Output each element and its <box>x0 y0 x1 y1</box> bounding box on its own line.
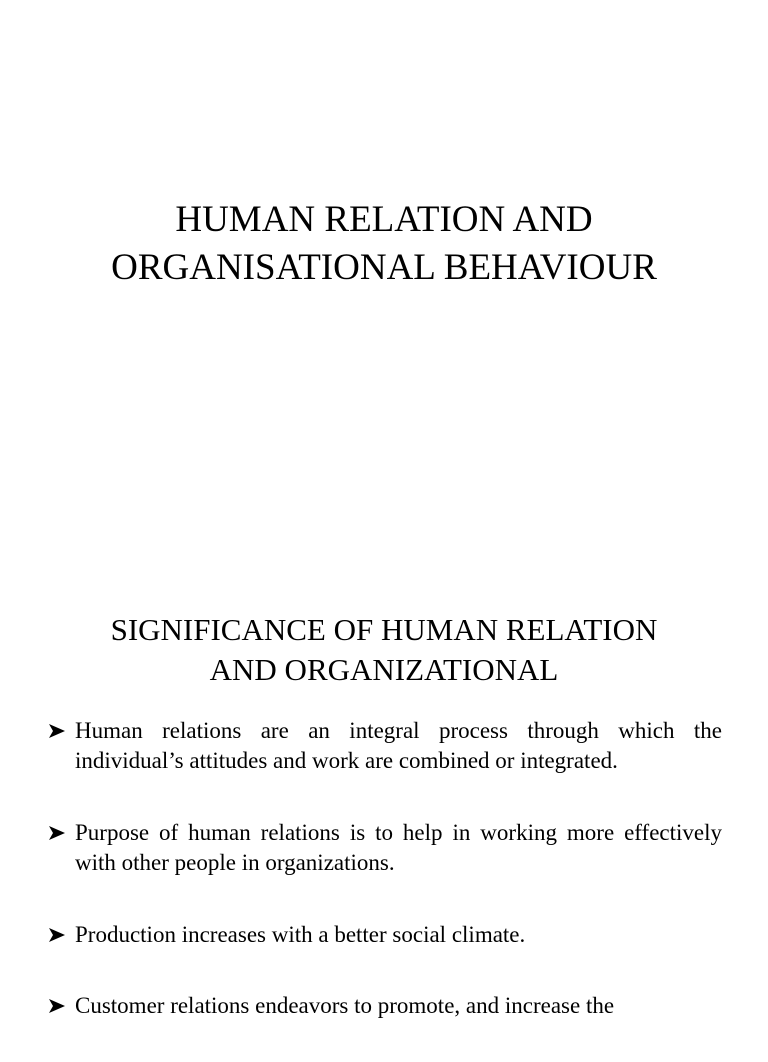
bullet-text: Purpose of human relations is to help in working more effectively with other people in organizations. <box>75 820 722 875</box>
bullet-list <box>48 716 722 1062</box>
arrowhead-bullet-icon <box>48 818 68 848</box>
bullet-text: Human relations are an integral process through which the individual’s attitudes and work are combined or integrated. <box>75 718 722 773</box>
section-heading <box>0 610 768 690</box>
section-heading-line-2: AND ORGANIZATIONAL <box>209 652 559 687</box>
arrowhead-bullet-icon <box>48 920 68 950</box>
list-item <box>48 920 722 950</box>
arrowhead-bullet-icon <box>48 991 68 1021</box>
bullet-text: Production increases with a better social climate. <box>75 922 526 947</box>
list-item <box>48 818 722 878</box>
slide-title <box>0 196 768 292</box>
section-heading-line-1: SIGNIFICANCE OF HUMAN RELATION <box>110 612 658 647</box>
bullet-text: Customer relations endeavors to promote, and increase the <box>75 993 615 1018</box>
title-line-1: HUMAN RELATION AND <box>175 199 593 240</box>
title-line-2: ORGANISATIONAL BEHAVIOUR <box>111 247 657 288</box>
list-item <box>48 991 722 1021</box>
arrowhead-bullet-icon <box>48 716 68 746</box>
list-item <box>48 716 722 776</box>
